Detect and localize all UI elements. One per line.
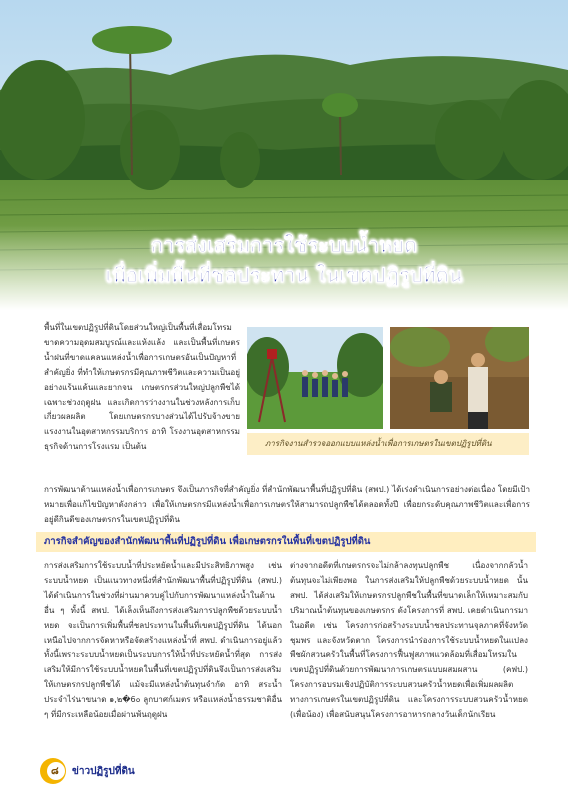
headline-line-1: การส่งเสริมการใช้ระบบน้ำหยด (150, 233, 418, 257)
photo-caption: ภารกิจงานสำรวจออกแบบแหล่งน้ำเพื่อการเกษตรในเขตปฏิรูปที่ดิน (247, 433, 529, 455)
page-footer (0, 752, 568, 790)
headline-line-2: เพื่อเพิ่มพื้นที่ชลประทาน ในเขตปฏิรูปที่ดิน (105, 263, 463, 287)
photo-group (247, 327, 529, 457)
survey-photo-right (390, 327, 529, 429)
mission-paragraph: การพัฒนาด้านแหล่งน้ำเพื่อการเกษตร จึงเป็นภารกิจที่สำคัญยิ่ง ที่สำนักพัฒนาพื้นที่ปฏิรูปที่ดิน (สพป.) ได้เร่งดำเนินการอย่างต่อเนื่อง โดยมีเป้าหมายเพื่อแก้ไขปัญหาดังกล่าว เพื่อให้เกษตรกรมีแหล่งน้ำเพื่อการเกษตรให้สามารถปลูกพืชได้ตลอดทั้งปี เพื่อยกระดับคุณภาพชีวิตและเพื่อการอยู่ดีกินดีของเกษตรกรในเขตปฏิรูปที่ดิน (44, 484, 530, 524)
publication-name: ข่าวปฏิรูปที่ดิน (72, 766, 135, 777)
section-header (36, 532, 536, 552)
page-badge-icon (40, 758, 66, 784)
page-number: ๘ (51, 766, 59, 777)
body-column-right: ต่างจากอดีตที่เกษตรกรจะไม่กล้าลงทุนปลูกพืช เนื่องจากกลัวน้ำต้นทุนจะไม่เพียงพอ ในการส่งเสริมให้ปลูกพืชด้วยระบบน้ำหยด นั้น สพป. ได้ส่งเสริมให้เกษตรกรปลูกพืชในพื้นที่ขนาดเล็กให้เหมาะสมกับปริมาณน้ำต้นทุนของเกษตรกร ดังโครงการที่ สพป. เคยดำเนินการมาในอดีต เช่น โครงการก่อสร้างระบบน้ำชลประทานจุลภาคที่จังหวัดชุมพร และจังหวัดตาก โครงการนำร่องการใช้ระบบน้ำหยดในแปลงพืชผักสวนครัวในพื้นที่โครงการฟื้นฟูสภาพแวดล้อมที่เสื่อมโทรมในเขตปฏิรูปที่ดินด้วยการพัฒนาการเกษตรแบบผสมผสาน (คฟป.) โครงการอบรมเชิงปฏิบัติการระบบสวนครัวน้ำหยดเพื่อเพิ่มผลผลิตทางการเกษตรในเขตปฏิรูปที่ดิน และโครงการระบบสวนครัวน้ำหยด (เพื่อน้อง) เพื่อสนับสนุนโครงการอาหารกลางวันเด็กนักเรียน (290, 560, 528, 720)
survey-photo-left (247, 327, 383, 429)
section-title: ภารกิจสำคัญของสำนักพัฒนาพื้นที่ปฏิรูปที่ดิน เพื่อเกษตรกรในพื้นที่เขตปฏิรูปที่ดิน (44, 536, 371, 547)
intro-paragraph: พื้นที่ในเขตปฏิรูปที่ดินโดยส่วนใหญ่เป็นพื้นที่เสื่อมโทรม ขาดความอุดมสมบูรณ์และแห้งแล้ง และเป็นพื้นที่เกษตรน้ำฝนที่ขาดแคลนแหล่งน้ำเพื่อการเกษตรอันเป็นปัญหาที่สำคัญยิ่ง ที่ทำให้เกษตรกรมีคุณภาพชีวิตและความเป็นอยู่อย่างแร้นแค้นและยากจน เกษตรกรส่วนใหญ่ปลูกพืชได้เฉพาะช่วงฤดูฝน และเกิดการว่างงานในช่วงหลังการเก็บเกี่ยวผลผลิต โดยเกษตรกรบางส่วนได้ไปรับจ้างขายแรงงานในอุตสาหกรรมบริการ อาทิ โรงงานอุตสาหกรรม ธุรกิจด้านการโรงแรม เป็นต้น (44, 322, 240, 452)
body-column-left: การส่งเสริมการใช้ระบบน้ำที่ประหยัดน้ำและมีประสิทธิภาพสูง เช่น ระบบน้ำหยด เป็นแนวทางหนึ่งที่สำนักพัฒนาพื้นที่ปฏิรูปที่ดิน (สพป.) ได้ดำเนินการในช่วงที่ผ่านมาควบคู่ไปกับการพัฒนาแหล่งน้ำในด้านอื่น ๆ ทั้งนี้ สพป. ได้เล็งเห็นถึงการส่งเสริมการปลูกพืชด้วยระบบน้ำหยด จะเป็นการเพิ่มพื้นที่ชลประทานในพื้นที่เขตปฏิรูปที่ดิน ได้นอกเหนือไปจากการจัดหาหรือจัดสร้างแหล่งน้ำที่ สพป. ดำเนินการอยู่แล้ว ทั้งนี้เพราะระบบน้ำหยดเป็นระบบการให้น้ำที่ประหยัดน้ำที่สุด การส่งเสริมให้มีการใช้ระบบน้ำหยดในพื้นที่เขตปฏิรูปที่ดินจึงเป็นการส่งเสริมให้เกษตรกรปลูกพืชได้ แม้จะมีแหล่งน้ำต้นทุนจำกัด อาทิ สระน้ำประจำไร่นาขนาด ๑,๒�6๐ ลูกบาศก์เมตร หรือแหล่งน้ำธรรมชาติอื่น ๆ ที่มีกระเหลือน้อยเมื่อผ่านพ้นฤดูฝน (44, 560, 282, 720)
article-headline (0, 230, 568, 290)
